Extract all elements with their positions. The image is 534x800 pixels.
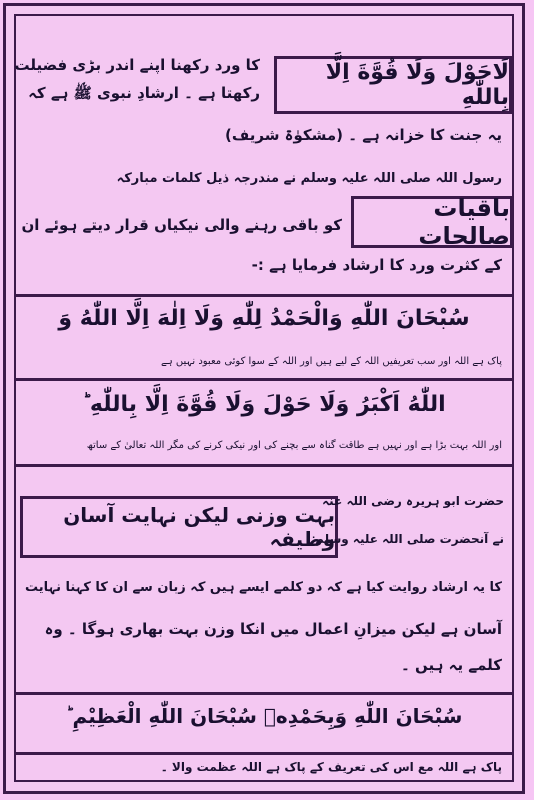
dua2-arabic: اللّٰهُ اَكْبَرُ وَلَا حَوْلَ وَلَا قُوَّةَ اِلَّا بِاللّٰهِ ؕ [82,392,446,417]
section2-line1: رسول اللہ صلی اللہ علیہ وسلم نے مندرجہ ذیل کلمات مبارکہ [116,171,502,186]
section1-line1: کا ورد رکھنا اپنے اندر بڑی فضیلت [14,56,260,74]
dua1-translation: پاک ہے اللہ اور سب تعریفیں اللہ کے لیے ہیں اور اللہ کے سوا کوئی معبود نہیں ہے [160,356,502,367]
section2-line2: کو باقی رہنے والی نیکیاں قرار دیتے ہوئے ان [21,216,342,234]
dua3-translation: پاک ہے اللہ مع اس کی تعریف کے پاک ہے اللہ عظمت والا ۔ [160,760,502,774]
title-box-wazifa [20,496,338,558]
dua3-arabic: سُبْحَانَ اللّٰهِ وَبِحَمْدِهٖ سُبْحَانَ اللّٰهِ الْعَظِيْمِ ؕ [65,704,463,728]
divider-3 [16,464,512,467]
section1-line2: رکھتا ہے ۔ ارشادِ نبوی ﷺ ہے کہ [28,84,260,102]
dua1-arabic: سُبْحَانَ اللّٰهِ وَالْحَمْدُ لِلّٰهِ وَلَا اِلٰهَ اِلَّا اللّٰهُ وَ [58,306,470,331]
dua2-translation: اور اللہ بہت بڑا ہے اور نہیں ہے طاقت گناہ سے بچنے کی اور نیکی کرنے کی مگر اللہ تعالیٰ کے ساتھ [86,440,502,451]
page-frame [3,3,525,794]
title-wazifa: بہت وزنی لیکن نہایت آسان وظیفہ [63,503,335,551]
section3-line1: کا یہ ارشاد روایت کیا ہے کہ دو کلمے ایسے ہیں کہ زبان سے ان کا کہنا نہایت [24,580,502,595]
title-box-baqiyat [351,196,513,248]
title-la-hawla: لَاحَوْلَ وَلَا قُوَّةَ اِلَّا بِاللّٰهِ [325,60,509,110]
section3-side2: نے آنحضرت صلی اللہ علیہ وسلم [315,532,504,546]
section3-line2: آسان ہے لیکن میزانِ اعمال میں انکا وزن بہت بھاری ہوگا ۔ وہ [44,620,502,638]
title-box-la-hawla [274,56,512,114]
section3-line3: کلمے یہ ہیں ۔ [401,656,502,674]
divider-5 [16,752,512,755]
section3-side1: حضرت ابو ہریرہ رضی اللہ عنہ [322,494,504,508]
section2-line3: کے کثرت ورد کا ارشاد فرمایا ہے :- [251,256,502,274]
divider-4 [16,692,512,695]
divider-1 [16,294,512,297]
inner-frame [14,14,514,782]
title-baqiyat: باقیات صالحات [418,194,510,250]
section1-line3: یہ جنت کا خزانہ ہے ۔ (مشکوٰۃ شریف) [225,126,502,144]
divider-2 [16,378,512,381]
